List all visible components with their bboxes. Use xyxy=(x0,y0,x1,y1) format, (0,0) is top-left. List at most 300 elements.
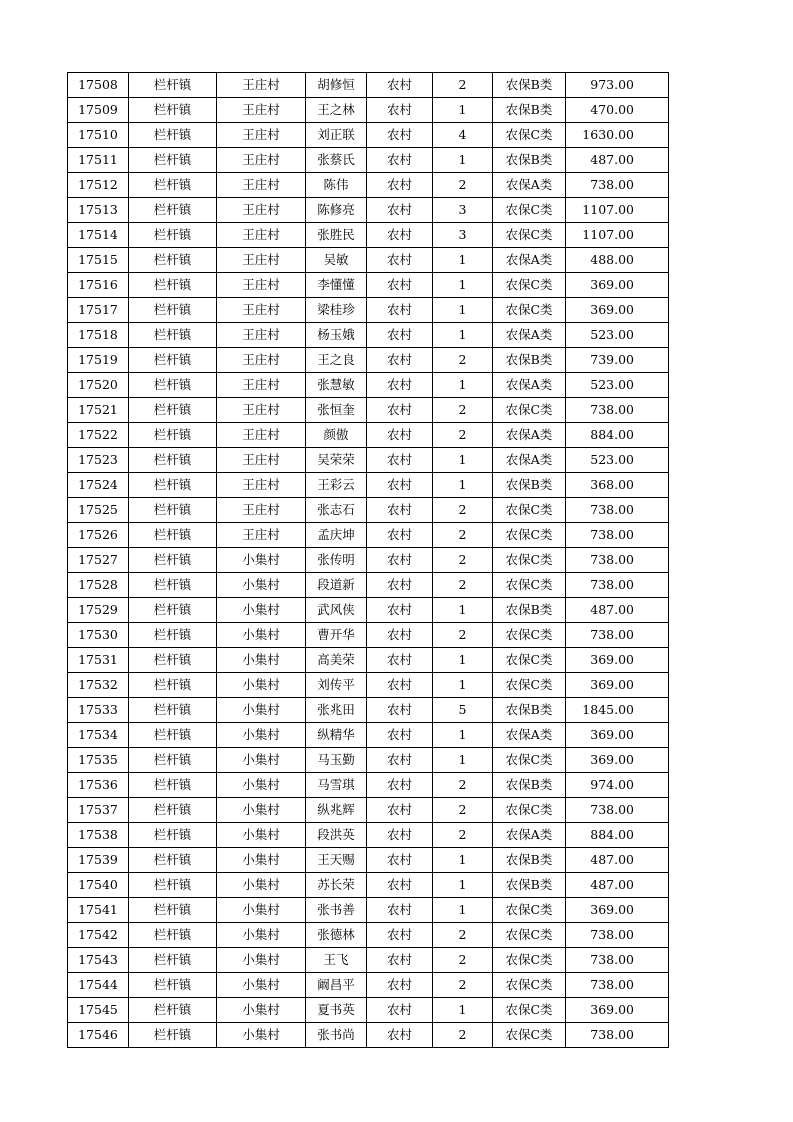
category-cell: 农保B类 xyxy=(493,148,566,173)
household-type-cell: 农村 xyxy=(367,848,433,873)
table-row xyxy=(68,898,669,923)
household-type-cell: 农村 xyxy=(367,73,433,98)
household-type-cell: 农村 xyxy=(367,298,433,323)
amount-cell: 369.00 xyxy=(566,898,669,923)
village-cell: 小集村 xyxy=(217,723,306,748)
record-id-cell: 17534 xyxy=(68,723,129,748)
category-cell: 农保B类 xyxy=(493,98,566,123)
name-cell: 吴荣荣 xyxy=(306,448,367,473)
town-cell: 栏杆镇 xyxy=(129,98,217,123)
name-cell: 马雪琪 xyxy=(306,773,367,798)
table-row xyxy=(68,348,669,373)
category-cell: 农保B类 xyxy=(493,848,566,873)
household-type-cell: 农村 xyxy=(367,548,433,573)
record-id-cell: 17532 xyxy=(68,673,129,698)
town-cell: 栏杆镇 xyxy=(129,773,217,798)
category-cell: 农保C类 xyxy=(493,1023,566,1048)
category-cell: 农保C类 xyxy=(493,648,566,673)
amount-cell: 1107.00 xyxy=(566,223,669,248)
category-cell: 农保C类 xyxy=(493,748,566,773)
amount-cell: 738.00 xyxy=(566,798,669,823)
name-cell: 张恒奎 xyxy=(306,398,367,423)
amount-cell: 523.00 xyxy=(566,448,669,473)
member-count-cell: 1 xyxy=(433,298,493,323)
town-cell: 栏杆镇 xyxy=(129,998,217,1023)
amount-cell: 738.00 xyxy=(566,1023,669,1048)
category-cell: 农保C类 xyxy=(493,548,566,573)
town-cell: 栏杆镇 xyxy=(129,573,217,598)
category-cell: 农保A类 xyxy=(493,323,566,348)
village-cell: 小集村 xyxy=(217,798,306,823)
village-cell: 小集村 xyxy=(217,873,306,898)
member-count-cell: 2 xyxy=(433,573,493,598)
village-cell: 王庄村 xyxy=(217,498,306,523)
name-cell: 高美荣 xyxy=(306,648,367,673)
name-cell: 胡修恒 xyxy=(306,73,367,98)
table-row xyxy=(68,723,669,748)
table-row xyxy=(68,98,669,123)
benefit-table xyxy=(67,72,669,1048)
town-cell: 栏杆镇 xyxy=(129,623,217,648)
record-id-cell: 17512 xyxy=(68,173,129,198)
name-cell: 刘正联 xyxy=(306,123,367,148)
category-cell: 农保C类 xyxy=(493,623,566,648)
record-id-cell: 17518 xyxy=(68,323,129,348)
household-type-cell: 农村 xyxy=(367,498,433,523)
household-type-cell: 农村 xyxy=(367,323,433,348)
name-cell: 张传明 xyxy=(306,548,367,573)
amount-cell: 1845.00 xyxy=(566,698,669,723)
table-row xyxy=(68,1023,669,1048)
name-cell: 孟庆坤 xyxy=(306,523,367,548)
town-cell: 栏杆镇 xyxy=(129,823,217,848)
record-id-cell: 17528 xyxy=(68,573,129,598)
table-row xyxy=(68,773,669,798)
name-cell: 杨玉娥 xyxy=(306,323,367,348)
name-cell: 王之良 xyxy=(306,348,367,373)
table-row xyxy=(68,673,669,698)
village-cell: 王庄村 xyxy=(217,423,306,448)
household-type-cell: 农村 xyxy=(367,198,433,223)
record-id-cell: 17541 xyxy=(68,898,129,923)
amount-cell: 470.00 xyxy=(566,98,669,123)
category-cell: 农保A类 xyxy=(493,423,566,448)
member-count-cell: 2 xyxy=(433,823,493,848)
household-type-cell: 农村 xyxy=(367,98,433,123)
town-cell: 栏杆镇 xyxy=(129,973,217,998)
category-cell: 农保C类 xyxy=(493,273,566,298)
member-count-cell: 2 xyxy=(433,548,493,573)
record-id-cell: 17545 xyxy=(68,998,129,1023)
record-id-cell: 17527 xyxy=(68,548,129,573)
town-cell: 栏杆镇 xyxy=(129,273,217,298)
household-type-cell: 农村 xyxy=(367,348,433,373)
name-cell: 张胜民 xyxy=(306,223,367,248)
amount-cell: 369.00 xyxy=(566,748,669,773)
record-id-cell: 17536 xyxy=(68,773,129,798)
category-cell: 农保C类 xyxy=(493,498,566,523)
record-id-cell: 17520 xyxy=(68,373,129,398)
record-id-cell: 17514 xyxy=(68,223,129,248)
village-cell: 小集村 xyxy=(217,973,306,998)
member-count-cell: 1 xyxy=(433,673,493,698)
table-row xyxy=(68,398,669,423)
amount-cell: 738.00 xyxy=(566,523,669,548)
table-row xyxy=(68,498,669,523)
table-row xyxy=(68,198,669,223)
record-id-cell: 17543 xyxy=(68,948,129,973)
name-cell: 陈伟 xyxy=(306,173,367,198)
member-count-cell: 2 xyxy=(433,773,493,798)
amount-cell: 523.00 xyxy=(566,373,669,398)
town-cell: 栏杆镇 xyxy=(129,448,217,473)
record-id-cell: 17530 xyxy=(68,623,129,648)
member-count-cell: 1 xyxy=(433,598,493,623)
household-type-cell: 农村 xyxy=(367,273,433,298)
name-cell: 王之林 xyxy=(306,98,367,123)
name-cell: 张志石 xyxy=(306,498,367,523)
household-type-cell: 农村 xyxy=(367,523,433,548)
amount-cell: 973.00 xyxy=(566,73,669,98)
table-row xyxy=(68,123,669,148)
table-row xyxy=(68,623,669,648)
amount-cell: 369.00 xyxy=(566,673,669,698)
name-cell: 梁桂珍 xyxy=(306,298,367,323)
village-cell: 王庄村 xyxy=(217,448,306,473)
name-cell: 张书尚 xyxy=(306,1023,367,1048)
household-type-cell: 农村 xyxy=(367,673,433,698)
town-cell: 栏杆镇 xyxy=(129,373,217,398)
amount-cell: 369.00 xyxy=(566,723,669,748)
record-id-cell: 17511 xyxy=(68,148,129,173)
household-type-cell: 农村 xyxy=(367,473,433,498)
village-cell: 王庄村 xyxy=(217,173,306,198)
village-cell: 小集村 xyxy=(217,548,306,573)
table-row xyxy=(68,248,669,273)
town-cell: 栏杆镇 xyxy=(129,348,217,373)
village-cell: 小集村 xyxy=(217,698,306,723)
household-type-cell: 农村 xyxy=(367,873,433,898)
record-id-cell: 17513 xyxy=(68,198,129,223)
table-row xyxy=(68,523,669,548)
town-cell: 栏杆镇 xyxy=(129,173,217,198)
village-cell: 小集村 xyxy=(217,998,306,1023)
household-type-cell: 农村 xyxy=(367,748,433,773)
amount-cell: 369.00 xyxy=(566,998,669,1023)
category-cell: 农保B类 xyxy=(493,698,566,723)
member-count-cell: 4 xyxy=(433,123,493,148)
category-cell: 农保C类 xyxy=(493,123,566,148)
amount-cell: 487.00 xyxy=(566,848,669,873)
member-count-cell: 2 xyxy=(433,798,493,823)
category-cell: 农保B类 xyxy=(493,873,566,898)
name-cell: 陈修亮 xyxy=(306,198,367,223)
category-cell: 农保C类 xyxy=(493,298,566,323)
household-type-cell: 农村 xyxy=(367,923,433,948)
member-count-cell: 2 xyxy=(433,523,493,548)
table-row xyxy=(68,148,669,173)
record-id-cell: 17508 xyxy=(68,73,129,98)
household-type-cell: 农村 xyxy=(367,998,433,1023)
amount-cell: 738.00 xyxy=(566,173,669,198)
village-cell: 小集村 xyxy=(217,948,306,973)
category-cell: 农保C类 xyxy=(493,973,566,998)
village-cell: 王庄村 xyxy=(217,148,306,173)
table-row xyxy=(68,73,669,98)
amount-cell: 487.00 xyxy=(566,873,669,898)
name-cell: 夏书英 xyxy=(306,998,367,1023)
table-row xyxy=(68,998,669,1023)
category-cell: 农保C类 xyxy=(493,398,566,423)
town-cell: 栏杆镇 xyxy=(129,523,217,548)
village-cell: 王庄村 xyxy=(217,373,306,398)
member-count-cell: 1 xyxy=(433,273,493,298)
town-cell: 栏杆镇 xyxy=(129,673,217,698)
amount-cell: 523.00 xyxy=(566,323,669,348)
village-cell: 王庄村 xyxy=(217,348,306,373)
household-type-cell: 农村 xyxy=(367,248,433,273)
household-type-cell: 农村 xyxy=(367,1023,433,1048)
name-cell: 刘传平 xyxy=(306,673,367,698)
name-cell: 张蔡氏 xyxy=(306,148,367,173)
town-cell: 栏杆镇 xyxy=(129,723,217,748)
amount-cell: 487.00 xyxy=(566,148,669,173)
household-type-cell: 农村 xyxy=(367,948,433,973)
member-count-cell: 2 xyxy=(433,173,493,198)
member-count-cell: 1 xyxy=(433,248,493,273)
category-cell: 农保C类 xyxy=(493,198,566,223)
name-cell: 张兆田 xyxy=(306,698,367,723)
amount-cell: 368.00 xyxy=(566,473,669,498)
member-count-cell: 3 xyxy=(433,198,493,223)
record-id-cell: 17529 xyxy=(68,598,129,623)
household-type-cell: 农村 xyxy=(367,423,433,448)
town-cell: 栏杆镇 xyxy=(129,148,217,173)
village-cell: 王庄村 xyxy=(217,473,306,498)
town-cell: 栏杆镇 xyxy=(129,398,217,423)
member-count-cell: 2 xyxy=(433,398,493,423)
name-cell: 吴敏 xyxy=(306,248,367,273)
household-type-cell: 农村 xyxy=(367,823,433,848)
member-count-cell: 1 xyxy=(433,98,493,123)
village-cell: 小集村 xyxy=(217,773,306,798)
category-cell: 农保C类 xyxy=(493,948,566,973)
name-cell: 颜傲 xyxy=(306,423,367,448)
member-count-cell: 1 xyxy=(433,148,493,173)
town-cell: 栏杆镇 xyxy=(129,698,217,723)
town-cell: 栏杆镇 xyxy=(129,73,217,98)
category-cell: 农保C类 xyxy=(493,798,566,823)
record-id-cell: 17524 xyxy=(68,473,129,498)
record-id-cell: 17539 xyxy=(68,848,129,873)
category-cell: 农保C类 xyxy=(493,673,566,698)
table-row xyxy=(68,448,669,473)
household-type-cell: 农村 xyxy=(367,123,433,148)
category-cell: 农保A类 xyxy=(493,823,566,848)
household-type-cell: 农村 xyxy=(367,448,433,473)
category-cell: 农保B类 xyxy=(493,598,566,623)
record-id-cell: 17516 xyxy=(68,273,129,298)
town-cell: 栏杆镇 xyxy=(129,123,217,148)
member-count-cell: 2 xyxy=(433,498,493,523)
village-cell: 小集村 xyxy=(217,648,306,673)
table-row xyxy=(68,748,669,773)
town-cell: 栏杆镇 xyxy=(129,473,217,498)
record-id-cell: 17521 xyxy=(68,398,129,423)
village-cell: 王庄村 xyxy=(217,273,306,298)
table-row xyxy=(68,948,669,973)
village-cell: 小集村 xyxy=(217,923,306,948)
category-cell: 农保A类 xyxy=(493,248,566,273)
amount-cell: 1630.00 xyxy=(566,123,669,148)
amount-cell: 1107.00 xyxy=(566,198,669,223)
member-count-cell: 2 xyxy=(433,348,493,373)
village-cell: 王庄村 xyxy=(217,73,306,98)
household-type-cell: 农村 xyxy=(367,698,433,723)
name-cell: 王飞 xyxy=(306,948,367,973)
household-type-cell: 农村 xyxy=(367,148,433,173)
record-id-cell: 17525 xyxy=(68,498,129,523)
village-cell: 小集村 xyxy=(217,823,306,848)
record-id-cell: 17510 xyxy=(68,123,129,148)
amount-cell: 488.00 xyxy=(566,248,669,273)
amount-cell: 974.00 xyxy=(566,773,669,798)
amount-cell: 369.00 xyxy=(566,273,669,298)
member-count-cell: 1 xyxy=(433,373,493,398)
village-cell: 小集村 xyxy=(217,1023,306,1048)
record-id-cell: 17519 xyxy=(68,348,129,373)
member-count-cell: 2 xyxy=(433,623,493,648)
name-cell: 张慧敏 xyxy=(306,373,367,398)
amount-cell: 738.00 xyxy=(566,398,669,423)
town-cell: 栏杆镇 xyxy=(129,323,217,348)
member-count-cell: 2 xyxy=(433,948,493,973)
member-count-cell: 2 xyxy=(433,423,493,448)
village-cell: 王庄村 xyxy=(217,223,306,248)
member-count-cell: 2 xyxy=(433,923,493,948)
village-cell: 王庄村 xyxy=(217,298,306,323)
category-cell: 农保C类 xyxy=(493,998,566,1023)
member-count-cell: 1 xyxy=(433,648,493,673)
record-id-cell: 17526 xyxy=(68,523,129,548)
category-cell: 农保A类 xyxy=(493,448,566,473)
table-row xyxy=(68,873,669,898)
town-cell: 栏杆镇 xyxy=(129,873,217,898)
table-row xyxy=(68,273,669,298)
amount-cell: 369.00 xyxy=(566,648,669,673)
record-id-cell: 17537 xyxy=(68,798,129,823)
household-type-cell: 农村 xyxy=(367,973,433,998)
name-cell: 段洪英 xyxy=(306,823,367,848)
record-id-cell: 17522 xyxy=(68,423,129,448)
amount-cell: 884.00 xyxy=(566,823,669,848)
name-cell: 武风侠 xyxy=(306,598,367,623)
record-id-cell: 17533 xyxy=(68,698,129,723)
village-cell: 王庄村 xyxy=(217,398,306,423)
household-type-cell: 农村 xyxy=(367,223,433,248)
amount-cell: 738.00 xyxy=(566,973,669,998)
table-row xyxy=(68,648,669,673)
member-count-cell: 1 xyxy=(433,723,493,748)
table-row xyxy=(68,423,669,448)
table-row xyxy=(68,298,669,323)
village-cell: 王庄村 xyxy=(217,123,306,148)
town-cell: 栏杆镇 xyxy=(129,223,217,248)
household-type-cell: 农村 xyxy=(367,798,433,823)
name-cell: 王天赐 xyxy=(306,848,367,873)
member-count-cell: 1 xyxy=(433,473,493,498)
category-cell: 农保C类 xyxy=(493,923,566,948)
amount-cell: 738.00 xyxy=(566,923,669,948)
category-cell: 农保C类 xyxy=(493,573,566,598)
record-id-cell: 17538 xyxy=(68,823,129,848)
amount-cell: 738.00 xyxy=(566,623,669,648)
household-type-cell: 农村 xyxy=(367,623,433,648)
amount-cell: 738.00 xyxy=(566,573,669,598)
table-row xyxy=(68,698,669,723)
record-id-cell: 17540 xyxy=(68,873,129,898)
town-cell: 栏杆镇 xyxy=(129,798,217,823)
amount-cell: 884.00 xyxy=(566,423,669,448)
name-cell: 张书善 xyxy=(306,898,367,923)
village-cell: 小集村 xyxy=(217,898,306,923)
member-count-cell: 1 xyxy=(433,748,493,773)
town-cell: 栏杆镇 xyxy=(129,298,217,323)
name-cell: 段道新 xyxy=(306,573,367,598)
amount-cell: 738.00 xyxy=(566,948,669,973)
village-cell: 小集村 xyxy=(217,673,306,698)
member-count-cell: 1 xyxy=(433,323,493,348)
record-id-cell: 17531 xyxy=(68,648,129,673)
name-cell: 李懂懂 xyxy=(306,273,367,298)
village-cell: 小集村 xyxy=(217,623,306,648)
household-type-cell: 农村 xyxy=(367,398,433,423)
household-type-cell: 农村 xyxy=(367,898,433,923)
member-count-cell: 3 xyxy=(433,223,493,248)
amount-cell: 487.00 xyxy=(566,598,669,623)
household-type-cell: 农村 xyxy=(367,373,433,398)
town-cell: 栏杆镇 xyxy=(129,423,217,448)
table-row xyxy=(68,223,669,248)
town-cell: 栏杆镇 xyxy=(129,598,217,623)
record-id-cell: 17523 xyxy=(68,448,129,473)
name-cell: 王彩云 xyxy=(306,473,367,498)
record-id-cell: 17542 xyxy=(68,923,129,948)
village-cell: 小集村 xyxy=(217,848,306,873)
amount-cell: 738.00 xyxy=(566,548,669,573)
table-body xyxy=(68,73,669,1048)
amount-cell: 369.00 xyxy=(566,298,669,323)
table-row xyxy=(68,323,669,348)
household-type-cell: 农村 xyxy=(367,773,433,798)
member-count-cell: 1 xyxy=(433,998,493,1023)
name-cell: 纵精华 xyxy=(306,723,367,748)
amount-cell: 739.00 xyxy=(566,348,669,373)
name-cell: 苏长荣 xyxy=(306,873,367,898)
village-cell: 小集村 xyxy=(217,573,306,598)
town-cell: 栏杆镇 xyxy=(129,848,217,873)
member-count-cell: 1 xyxy=(433,848,493,873)
record-id-cell: 17517 xyxy=(68,298,129,323)
name-cell: 纵兆辉 xyxy=(306,798,367,823)
name-cell: 阚昌平 xyxy=(306,973,367,998)
name-cell: 张德林 xyxy=(306,923,367,948)
table-row xyxy=(68,823,669,848)
village-cell: 王庄村 xyxy=(217,98,306,123)
table-row xyxy=(68,923,669,948)
village-cell: 小集村 xyxy=(217,748,306,773)
village-cell: 王庄村 xyxy=(217,248,306,273)
